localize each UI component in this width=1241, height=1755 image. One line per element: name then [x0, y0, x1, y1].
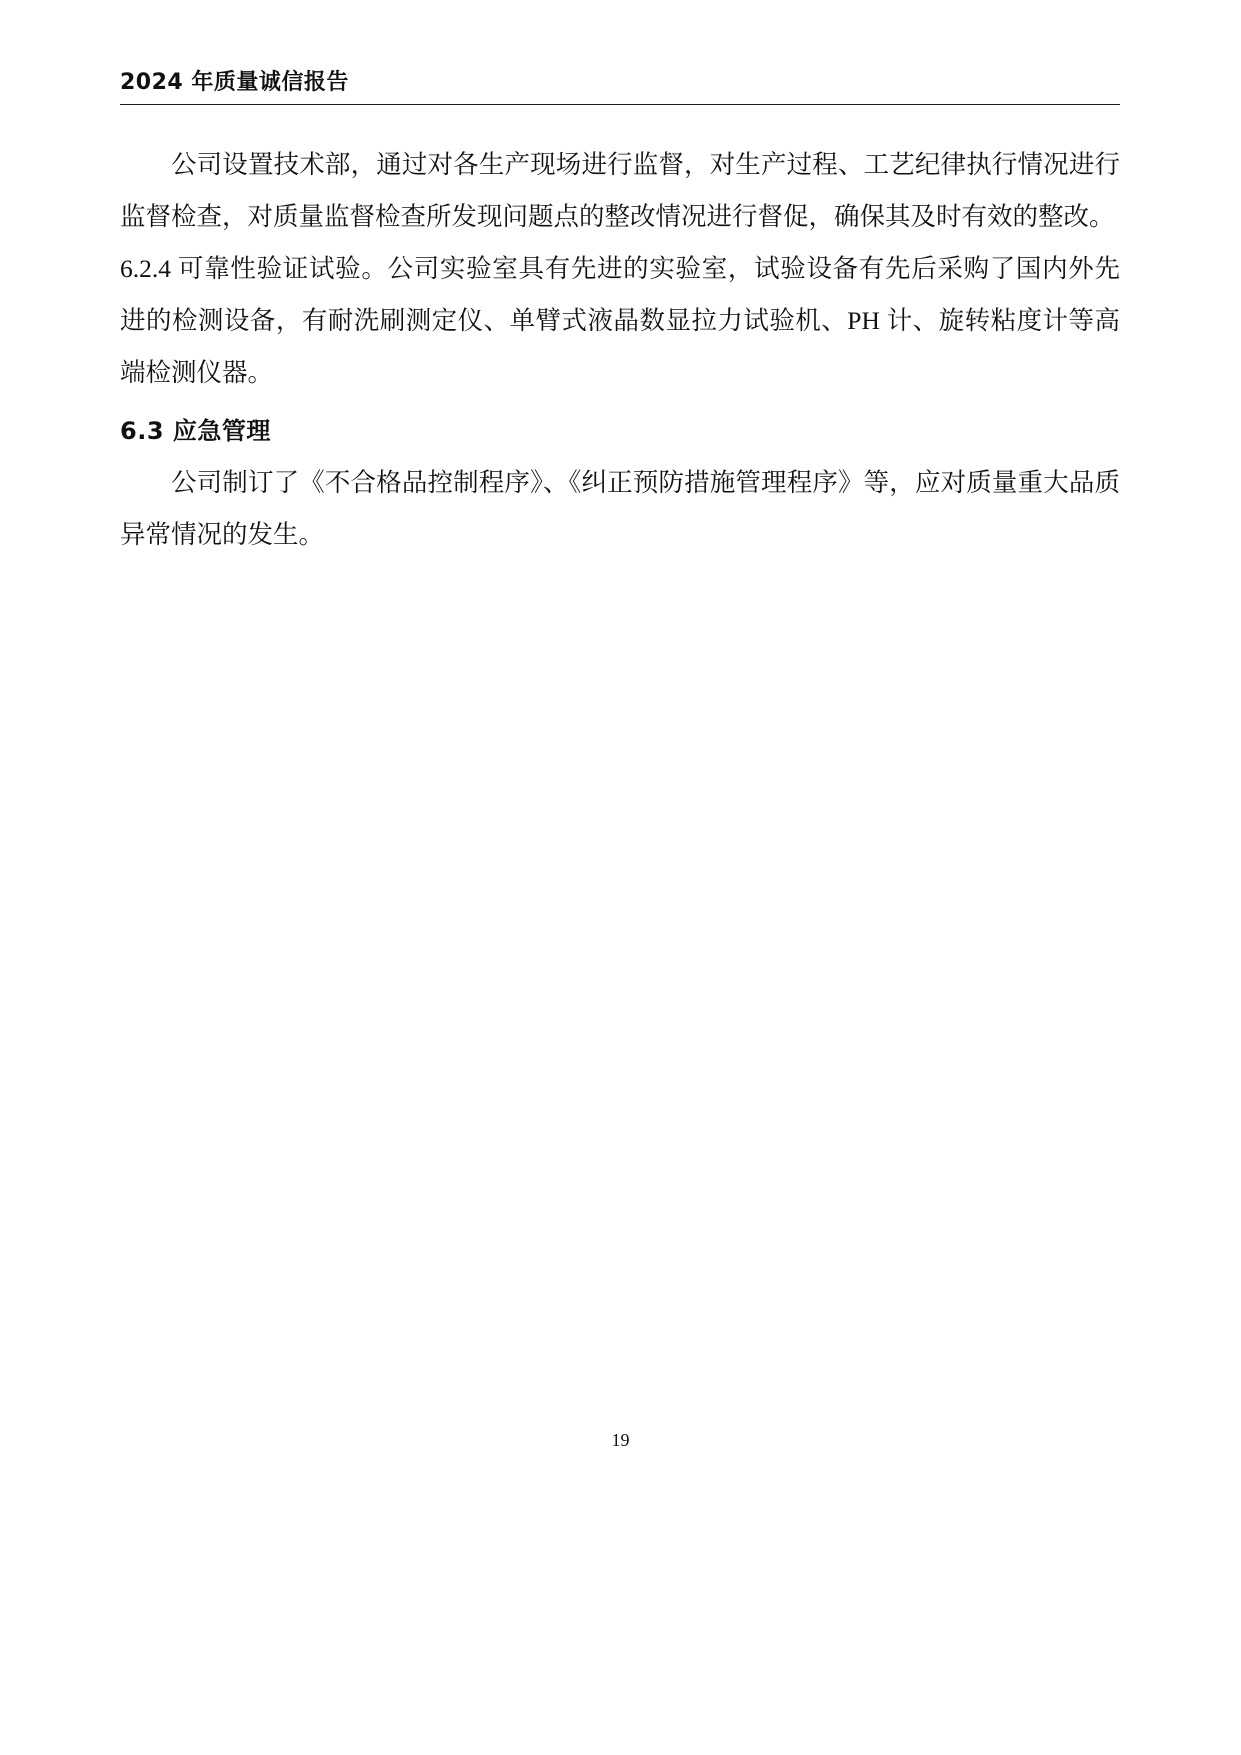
header-title: 2024 年质量诚信报告 — [120, 70, 349, 95]
page-header — [120, 70, 1120, 105]
body-text — [120, 139, 1120, 561]
paragraph-3: 公司制订了《不合格品控制程序》、《纠正预防措施管理程序》等，应对质量重大品质异常情况的发生。 — [120, 468, 1120, 550]
page-content — [120, 70, 1120, 561]
paragraph-2: 6.2.4 可靠性验证试验。公司实验室具有先进的实验室，试验设备有先后采购了国内外先进的检测设备，有耐洗刷测定仪、单臂式液晶数显拉力试验机、PH 计、旋转粘度计等高端检测仪器。 — [120, 254, 1120, 388]
paragraph-1: 公司设置技术部，通过对各生产现场进行监督，对生产过程、工艺纪律执行情况进行监督检查，对质量监督检查所发现问题点的整改情况进行督促，确保其及时有效的整改。 — [120, 150, 1120, 232]
section-heading-6-3: 6.3 应急管理 — [120, 417, 271, 446]
page-number: 19 — [611, 1430, 630, 1450]
